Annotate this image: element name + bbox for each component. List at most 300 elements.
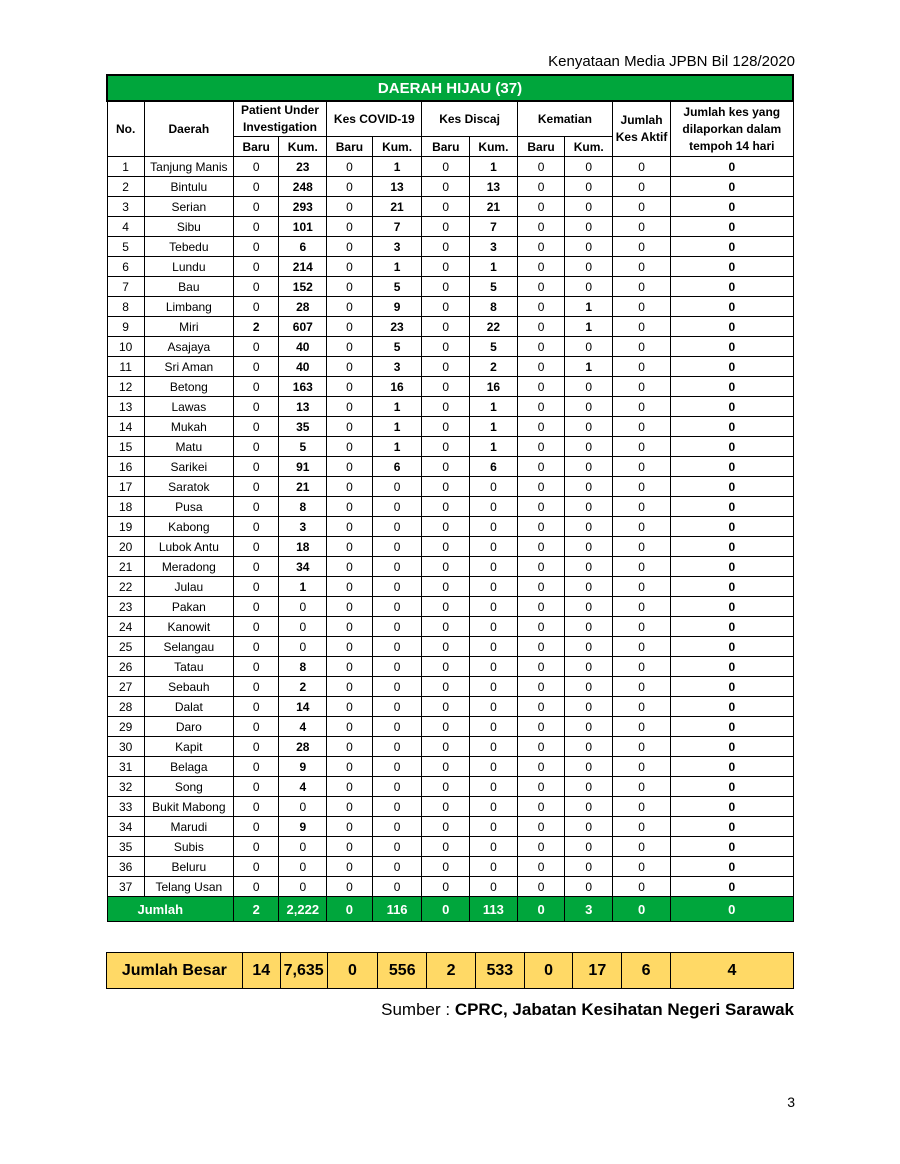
table-cell: 0 xyxy=(233,777,279,797)
table-cell: 0 xyxy=(233,237,279,257)
row-number: 37 xyxy=(107,877,144,897)
table-cell: 0 xyxy=(372,737,422,757)
table-cell: 0 xyxy=(327,817,373,837)
grand-total-cell: 14 xyxy=(242,953,280,989)
table-row xyxy=(107,597,793,617)
row-number: 3 xyxy=(107,197,144,217)
subheader-kum: Kum. xyxy=(279,137,327,157)
document-reference: Kenyataan Media JPBN Bil 128/2020 xyxy=(548,53,795,70)
table-cell: 0 xyxy=(279,637,327,657)
total-cell: 3 xyxy=(565,897,613,922)
table-cell: 0 xyxy=(470,837,518,857)
table-cell: 0 xyxy=(565,597,613,617)
table-cell: 0 xyxy=(327,477,373,497)
header-kes-discaj: Kes Discaj xyxy=(422,101,517,137)
district-name: Pakan xyxy=(144,597,233,617)
table-cell: 0 xyxy=(613,437,671,457)
row-number: 20 xyxy=(107,537,144,557)
table-cell: 0 xyxy=(613,357,671,377)
total-row xyxy=(107,897,793,922)
grand-total-row xyxy=(107,953,794,989)
table-cell: 0 xyxy=(517,357,565,377)
table-cell: 0 xyxy=(613,757,671,777)
table-cell: 0 xyxy=(233,217,279,237)
table-cell: 0 xyxy=(422,357,470,377)
table-cell: 0 xyxy=(327,457,373,477)
table-cell: 0 xyxy=(422,817,470,837)
district-name: Daro xyxy=(144,717,233,737)
subheader-kum: Kum. xyxy=(470,137,518,157)
table-cell: 0 xyxy=(372,657,422,677)
grand-total-cell: 0 xyxy=(327,953,378,989)
table-cell: 0 xyxy=(517,617,565,637)
table-row xyxy=(107,237,793,257)
table-cell: 1 xyxy=(372,437,422,457)
row-number: 27 xyxy=(107,677,144,697)
table-cell: 13 xyxy=(372,177,422,197)
table-cell: 0 xyxy=(565,737,613,757)
table-cell: 0 xyxy=(613,877,671,897)
table-cell: 0 xyxy=(470,817,518,837)
table-cell: 0 xyxy=(422,657,470,677)
table-cell: 0 xyxy=(422,777,470,797)
table-cell: 0 xyxy=(422,677,470,697)
table-cell: 1 xyxy=(372,397,422,417)
table-cell: 0 xyxy=(613,837,671,857)
table-cell: 0 xyxy=(565,457,613,477)
grand-total-cell: 17 xyxy=(573,953,622,989)
row-number: 32 xyxy=(107,777,144,797)
table-cell: 0 xyxy=(422,237,470,257)
table-cell: 3 xyxy=(470,237,518,257)
table-cell: 0 xyxy=(327,357,373,377)
table-cell: 22 xyxy=(470,317,518,337)
row-number: 36 xyxy=(107,857,144,877)
table-cell: 0 xyxy=(422,277,470,297)
table-cell: 0 xyxy=(422,797,470,817)
table-cell: 0 xyxy=(327,557,373,577)
total-cell: 0 xyxy=(422,897,470,922)
header-row xyxy=(107,101,793,137)
table-cell: 0 xyxy=(613,617,671,637)
table-cell: 0 xyxy=(671,477,793,497)
table-row xyxy=(107,777,793,797)
table-cell: 0 xyxy=(565,417,613,437)
table-cell: 0 xyxy=(671,497,793,517)
table-cell: 0 xyxy=(327,837,373,857)
header-kes-covid: Kes COVID-19 xyxy=(327,101,422,137)
table-cell: 0 xyxy=(517,497,565,517)
table-cell: 0 xyxy=(671,717,793,737)
table-cell: 0 xyxy=(565,377,613,397)
grand-total-cell: 556 xyxy=(378,953,427,989)
table-cell: 0 xyxy=(565,577,613,597)
table-cell: 0 xyxy=(517,777,565,797)
table-cell: 0 xyxy=(565,877,613,897)
table-cell: 0 xyxy=(671,677,793,697)
table-cell: 7 xyxy=(372,217,422,237)
table-cell: 23 xyxy=(279,157,327,177)
table-cell: 13 xyxy=(279,397,327,417)
row-number: 21 xyxy=(107,557,144,577)
table-row xyxy=(107,837,793,857)
table-cell: 0 xyxy=(517,597,565,617)
table-cell: 101 xyxy=(279,217,327,237)
table-cell: 0 xyxy=(470,557,518,577)
table-cell: 0 xyxy=(565,237,613,257)
table-cell: 607 xyxy=(279,317,327,337)
table-cell: 18 xyxy=(279,537,327,557)
table-cell: 0 xyxy=(233,157,279,177)
table-cell: 0 xyxy=(327,757,373,777)
table-cell: 9 xyxy=(372,297,422,317)
table-cell: 0 xyxy=(233,417,279,437)
row-number: 31 xyxy=(107,757,144,777)
table-cell: 0 xyxy=(422,877,470,897)
table-cell: 0 xyxy=(613,197,671,217)
table-cell: 1 xyxy=(372,157,422,177)
row-number: 15 xyxy=(107,437,144,457)
table-cell: 0 xyxy=(613,597,671,617)
table-cell: 0 xyxy=(470,497,518,517)
table-cell: 0 xyxy=(233,197,279,217)
row-number: 14 xyxy=(107,417,144,437)
district-name: Beluru xyxy=(144,857,233,877)
table-cell: 0 xyxy=(372,497,422,517)
table-cell: 0 xyxy=(422,417,470,437)
table-cell: 0 xyxy=(233,697,279,717)
table-cell: 0 xyxy=(233,657,279,677)
table-cell: 0 xyxy=(517,277,565,297)
table-cell: 0 xyxy=(565,677,613,697)
district-name: Saratok xyxy=(144,477,233,497)
page-number: 3 xyxy=(787,1094,795,1110)
table-cell: 0 xyxy=(565,477,613,497)
table-cell: 0 xyxy=(327,697,373,717)
table-cell: 3 xyxy=(372,357,422,377)
table-cell: 0 xyxy=(565,497,613,517)
row-number: 33 xyxy=(107,797,144,817)
row-number: 10 xyxy=(107,337,144,357)
table-cell: 0 xyxy=(470,777,518,797)
total-label: Jumlah xyxy=(107,897,233,922)
table-cell: 0 xyxy=(565,437,613,457)
total-cell: 2 xyxy=(233,897,279,922)
row-number: 2 xyxy=(107,177,144,197)
table-cell: 0 xyxy=(327,577,373,597)
table-cell: 0 xyxy=(327,517,373,537)
table-cell: 0 xyxy=(327,277,373,297)
table-cell: 0 xyxy=(422,217,470,237)
table-cell: 0 xyxy=(671,157,793,177)
table-cell: 0 xyxy=(613,817,671,837)
district-name: Julau xyxy=(144,577,233,597)
total-cell: 0 xyxy=(327,897,373,922)
table-cell: 0 xyxy=(422,437,470,457)
table-cell: 0 xyxy=(565,397,613,417)
table-cell: 2 xyxy=(279,677,327,697)
table-cell: 1 xyxy=(565,317,613,337)
table-row xyxy=(107,857,793,877)
table-row xyxy=(107,817,793,837)
table-body xyxy=(107,75,793,922)
table-cell: 0 xyxy=(671,397,793,417)
table-cell: 0 xyxy=(422,637,470,657)
table-cell: 0 xyxy=(470,477,518,497)
table-cell: 0 xyxy=(613,257,671,277)
table-cell: 6 xyxy=(470,457,518,477)
table-cell: 0 xyxy=(565,717,613,737)
table-cell: 0 xyxy=(565,257,613,277)
table-cell: 0 xyxy=(233,817,279,837)
table-cell: 0 xyxy=(327,317,373,337)
table-cell: 0 xyxy=(517,177,565,197)
table-cell: 0 xyxy=(372,817,422,837)
table-cell: 0 xyxy=(470,577,518,597)
row-number: 30 xyxy=(107,737,144,757)
table-cell: 0 xyxy=(671,737,793,757)
table-cell: 0 xyxy=(422,597,470,617)
table-cell: 293 xyxy=(279,197,327,217)
table-cell: 0 xyxy=(671,617,793,637)
row-number: 11 xyxy=(107,357,144,377)
table-cell: 5 xyxy=(372,337,422,357)
table-cell: 0 xyxy=(422,377,470,397)
table-cell: 0 xyxy=(613,457,671,477)
table-cell: 5 xyxy=(372,277,422,297)
district-name: Tatau xyxy=(144,657,233,677)
table-cell: 7 xyxy=(470,217,518,237)
table-cell: 0 xyxy=(565,337,613,357)
table-cell: 21 xyxy=(470,197,518,217)
table-cell: 0 xyxy=(470,537,518,557)
table-cell: 0 xyxy=(327,617,373,637)
table-cell: 0 xyxy=(671,337,793,357)
table-cell: 0 xyxy=(565,757,613,777)
table-cell: 0 xyxy=(422,537,470,557)
table-cell: 0 xyxy=(233,457,279,477)
table-cell: 0 xyxy=(517,297,565,317)
table-cell: 0 xyxy=(565,797,613,817)
table-cell: 0 xyxy=(327,797,373,817)
table-cell: 0 xyxy=(422,457,470,477)
table-cell: 0 xyxy=(671,417,793,437)
table-cell: 0 xyxy=(671,697,793,717)
row-number: 8 xyxy=(107,297,144,317)
district-name: Kapit xyxy=(144,737,233,757)
subheader-baru: Baru xyxy=(422,137,470,157)
table-cell: 0 xyxy=(422,557,470,577)
table-cell: 0 xyxy=(565,157,613,177)
total-cell: 0 xyxy=(613,897,671,922)
table-cell: 0 xyxy=(613,217,671,237)
table-cell: 0 xyxy=(517,437,565,457)
table-cell: 0 xyxy=(422,397,470,417)
row-number: 26 xyxy=(107,657,144,677)
table-cell: 40 xyxy=(279,337,327,357)
table-row xyxy=(107,477,793,497)
table-cell: 0 xyxy=(671,577,793,597)
table-cell: 0 xyxy=(671,217,793,237)
table-cell: 0 xyxy=(671,757,793,777)
table-row xyxy=(107,357,793,377)
table-cell: 0 xyxy=(233,717,279,737)
table-cell: 0 xyxy=(671,537,793,557)
table-row xyxy=(107,757,793,777)
table-cell: 0 xyxy=(470,757,518,777)
table-cell: 0 xyxy=(517,457,565,477)
table-cell: 0 xyxy=(327,877,373,897)
table-cell: 0 xyxy=(422,337,470,357)
table-cell: 0 xyxy=(372,537,422,557)
table-cell: 0 xyxy=(372,857,422,877)
district-name: Bau xyxy=(144,277,233,297)
table-cell: 0 xyxy=(422,697,470,717)
table-cell: 0 xyxy=(422,257,470,277)
table-cell: 21 xyxy=(372,197,422,217)
table-row xyxy=(107,297,793,317)
subheader-kum: Kum. xyxy=(565,137,613,157)
row-number: 17 xyxy=(107,477,144,497)
table-row xyxy=(107,617,793,637)
table-cell: 0 xyxy=(327,157,373,177)
table-cell: 0 xyxy=(517,157,565,177)
district-name: Tebedu xyxy=(144,237,233,257)
table-cell: 0 xyxy=(422,477,470,497)
header-daerah: Daerah xyxy=(144,101,233,157)
row-number: 16 xyxy=(107,457,144,477)
table-cell: 0 xyxy=(565,857,613,877)
grand-total-table xyxy=(106,952,794,989)
district-name: Dalat xyxy=(144,697,233,717)
district-name: Marudi xyxy=(144,817,233,837)
table-cell: 4 xyxy=(279,777,327,797)
district-name: Asajaya xyxy=(144,337,233,357)
table-cell: 0 xyxy=(372,717,422,737)
table-row xyxy=(107,697,793,717)
table-cell: 0 xyxy=(327,737,373,757)
district-name: Lubok Antu xyxy=(144,537,233,557)
table-cell: 0 xyxy=(613,397,671,417)
table-cell: 0 xyxy=(372,777,422,797)
table-cell: 0 xyxy=(327,777,373,797)
table-cell: 0 xyxy=(565,557,613,577)
row-number: 6 xyxy=(107,257,144,277)
table-cell: 0 xyxy=(517,237,565,257)
table-row xyxy=(107,397,793,417)
district-name: Kabong xyxy=(144,517,233,537)
table-cell: 0 xyxy=(671,257,793,277)
table-cell: 0 xyxy=(613,797,671,817)
table-cell: 0 xyxy=(279,877,327,897)
district-name: Subis xyxy=(144,837,233,857)
table-cell: 0 xyxy=(517,837,565,857)
table-cell: 0 xyxy=(671,777,793,797)
table-cell: 0 xyxy=(613,297,671,317)
row-number: 34 xyxy=(107,817,144,837)
total-cell: 0 xyxy=(671,897,793,922)
table-cell: 0 xyxy=(565,817,613,837)
table-cell: 0 xyxy=(422,497,470,517)
table-cell: 0 xyxy=(613,557,671,577)
table-cell: 0 xyxy=(233,257,279,277)
table-cell: 0 xyxy=(233,177,279,197)
district-name: Lundu xyxy=(144,257,233,277)
table-cell: 0 xyxy=(327,417,373,437)
district-name: Mukah xyxy=(144,417,233,437)
source-text: CPRC, Jabatan Kesihatan Negeri Sarawak xyxy=(454,1000,794,1019)
table-cell: 0 xyxy=(517,317,565,337)
table-cell: 0 xyxy=(613,237,671,257)
header-kematian: Kematian xyxy=(517,101,612,137)
table-cell: 0 xyxy=(671,177,793,197)
header-jumlah-14-hari: Jumlah kes yang dilaporkan dalam tempoh 14 hari xyxy=(671,101,793,157)
row-number: 19 xyxy=(107,517,144,537)
total-cell: 2,222 xyxy=(279,897,327,922)
table-cell: 2 xyxy=(470,357,518,377)
table-cell: 0 xyxy=(372,577,422,597)
table-cell: 0 xyxy=(327,657,373,677)
source-prefix: Sumber : xyxy=(381,1000,455,1019)
table-cell: 1 xyxy=(470,437,518,457)
table-cell: 0 xyxy=(613,517,671,537)
table-cell: 14 xyxy=(279,697,327,717)
table-cell: 0 xyxy=(613,777,671,797)
table-cell: 5 xyxy=(279,437,327,457)
subheader-kum: Kum. xyxy=(372,137,422,157)
table-cell: 0 xyxy=(422,737,470,757)
table-cell: 0 xyxy=(233,517,279,537)
table-cell: 0 xyxy=(233,297,279,317)
header-jumlah-kes-aktif: Jumlah Kes Aktif xyxy=(613,101,671,157)
table-cell: 0 xyxy=(470,677,518,697)
table-cell: 0 xyxy=(671,197,793,217)
row-number: 7 xyxy=(107,277,144,297)
header-no: No. xyxy=(107,101,144,157)
table-cell: 0 xyxy=(327,377,373,397)
table-row xyxy=(107,437,793,457)
table-cell: 0 xyxy=(422,517,470,537)
table-row xyxy=(107,537,793,557)
table-cell: 28 xyxy=(279,737,327,757)
row-number: 5 xyxy=(107,237,144,257)
table-cell: 0 xyxy=(233,617,279,637)
district-name: Tanjung Manis xyxy=(144,157,233,177)
district-name: Pusa xyxy=(144,497,233,517)
table-cell: 0 xyxy=(613,637,671,657)
table-row xyxy=(107,517,793,537)
table-cell: 9 xyxy=(279,757,327,777)
district-name: Lawas xyxy=(144,397,233,417)
table-cell: 0 xyxy=(327,337,373,357)
table-cell: 0 xyxy=(279,837,327,857)
table-cell: 8 xyxy=(470,297,518,317)
row-number: 12 xyxy=(107,377,144,397)
table-cell: 0 xyxy=(233,877,279,897)
table-cell: 0 xyxy=(671,857,793,877)
table-cell: 34 xyxy=(279,557,327,577)
table-row xyxy=(107,497,793,517)
table-cell: 0 xyxy=(565,777,613,797)
table-cell: 0 xyxy=(470,737,518,757)
table-cell: 0 xyxy=(422,197,470,217)
table-cell: 91 xyxy=(279,457,327,477)
table-cell: 0 xyxy=(613,677,671,697)
table-cell: 0 xyxy=(517,817,565,837)
table-cell: 0 xyxy=(671,637,793,657)
table-cell: 0 xyxy=(671,277,793,297)
table-cell: 0 xyxy=(565,517,613,537)
